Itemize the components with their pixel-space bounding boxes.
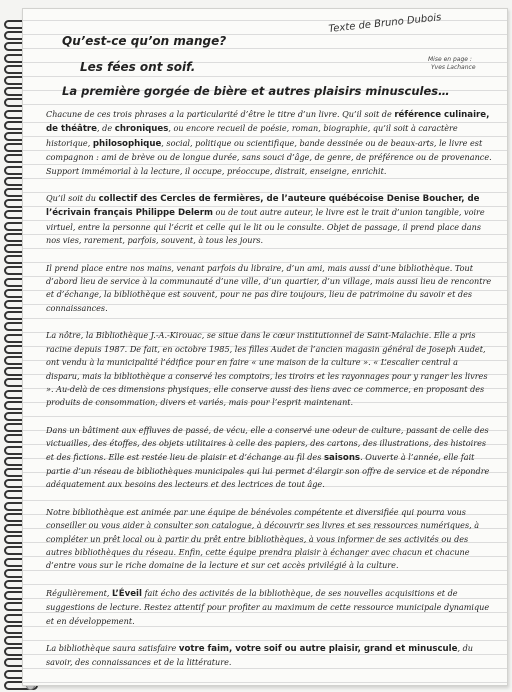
article-body: [46, 108, 494, 684]
text-span: Il prend place entre nos mains, venant parfois du libraire, d’un ami, mais aussi d’une bibliothèque. Tout d’abord lieu de service à la communauté d’une ville, d’un quartier, d’un village, mais aussi lieu de rencontre et d’échange, la bibliothèque est souvent, pour ne pas dire toujours, lieu de patrimoine du savoir et des connaissances.: [46, 262, 492, 313]
paragraph: [46, 506, 494, 573]
layout-credit: [428, 56, 476, 72]
text-span: Qu’il soit du: [46, 193, 99, 204]
bold-text: philosophique: [92, 138, 162, 149]
author-byline: Texte de Bruno Dubois: [328, 12, 442, 35]
bold-text: saisons: [323, 452, 361, 463]
text-span: ou de tout autre auteur, le livre est le trait d’union tangible, voire virtuel, entre la personne qui l’écrit et celle qui le lit ou le consulte. Objet de passage, il prend place dans nos vies, rarement, parfois, souvent, à tous les jours.: [46, 207, 485, 246]
text-span: . Ouverte à l’année, elle fait partie d’un réseau de bibliothèques municipales qui lui permet d’élargir son offre de service et de répondre adéquatement aux besoins des lecteurs et des lectrices de tout âge.: [46, 451, 490, 490]
paragraph: [46, 642, 494, 670]
heading-line-2: Les fées ont soif.: [80, 60, 196, 74]
text-span: , de: [97, 123, 115, 134]
text-span: Chacune de ces trois phrases a la particularité d’être le titre d’un livre. Qu’il soit de: [46, 109, 395, 119]
paragraph: [46, 329, 494, 409]
text-span: Dans un bâtiment aux effluves de passé, de vécu, elle a conservé une odeur de culture, passant de celle des victuailles, des étoffes, des objets utilitaires à celle des papiers, des cartons, des illustrations, des histoires et des fictions. Elle est restée lieu de plaisir et d’échange au fil des: [46, 424, 489, 462]
text-span: fait écho des activités de la bibliothèque, de ses nouvelles acquisitions et de suggestions de lecture. Restez attentif pour profiter au maximum de cette ressource municipale dynamique et en développement.: [46, 587, 490, 626]
text-span: Régulièrement,: [46, 587, 112, 598]
text-span: La nôtre, la Bibliothèque J.-A.-Kirouac, se situe dans le cœur institutionnel de Saint-Malachie. Elle a pris racine depuis 1987. De fait, en octobre 1985, les filles Audet de l’ancien magasin général de Joseph Audet, ont vendu à la municipalité l’édifice pour en faire « une maison de la culture ». « L’escalier central a disparu, mais la bibliothèque a conservé les comptoirs, les tiroirs et les rayonnages pour y ranger les livres ». Au-delà de ces dimensions physiques, elle conserve aussi des liens avec ce commerce, en proposant des produits de consommation, divers et variés, mais pour l’esprit maintenant.: [46, 330, 488, 408]
paragraph: [46, 424, 494, 492]
text-span: , social, politique ou scientifique, bande dessinée ou de beaux-arts, le livre est compagnon : ami de brève ou de longue durée, sans souci d’âge, de genre, de préférence ou de provenance. Support immémorial à la lecture, il occupe, préoccupe, distrait, enseigne, enrichit.: [46, 137, 492, 176]
layout-credit-name: Yves Lachance: [431, 64, 476, 71]
layout-credit-label: Mise en page :: [428, 56, 472, 63]
bold-text: référence culinaire, de théâtre: [46, 110, 490, 135]
paragraph: [46, 192, 494, 248]
bold-text: collectif des Cercles de fermières, de l’auteure québécoise Denise Boucher, de l’écrivain français Philippe Delerm: [46, 194, 480, 219]
bold-text: L’Éveil: [111, 588, 142, 599]
paragraph: [46, 587, 494, 628]
paragraph: [46, 108, 494, 178]
bold-text: votre faim, votre soif ou autre plaisir, grand et minuscule: [178, 644, 458, 654]
text-span: , du savoir, des connaissances et de la littérature.: [46, 643, 473, 668]
heading-line-3: La première gorgée de bière et autres plaisirs minuscules…: [62, 84, 450, 98]
bold-text: chroniques: [114, 124, 169, 135]
heading-line-1: Qu’est-ce qu’on mange?: [62, 34, 227, 48]
paragraph: [46, 262, 494, 316]
text-span: La bibliothèque saura satisfaire: [46, 643, 179, 653]
text-span: , ou encore recueil de poésie, roman, biographie, qu’il soit à caractère historique,: [46, 123, 458, 148]
text-span: Notre bibliothèque est animée par une équipe de bénévoles compétente et diversifiée qui pourra vous conseiller ou vous aider à consulter son catalogue, à découvrir ses livres et ses ressources numériques, à compléter un prêt local ou à partir du prêt entre bibliothèques, à vous informer de ses activités ou des autres bibliothèques du réseau. Enfin, cette équipe prendra plaisir à échanger avec chacun et chacune d’entre vous sur le riche domaine de la lecture et sur cet accès privilégié à la culture.: [46, 506, 480, 571]
